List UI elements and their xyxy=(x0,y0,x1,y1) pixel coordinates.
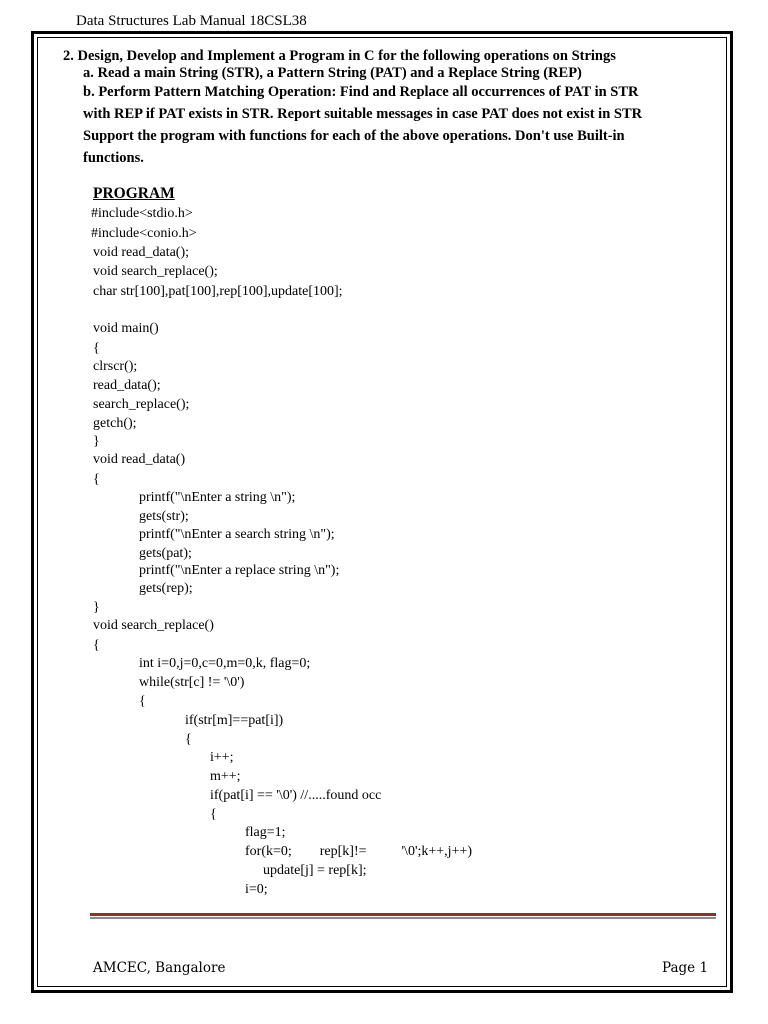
code-line: printf("\nEnter a replace string \n"); xyxy=(139,563,340,578)
code-line: void search_replace() xyxy=(93,618,214,633)
question-title: 2. Design, Develop and Implement a Program in C for the following operations on Strings xyxy=(63,48,616,64)
code-line: void read_data(); xyxy=(93,245,190,260)
question-support: Support the program with functions for each of the above operations. Don't use Built-in xyxy=(83,128,625,144)
code-line: } xyxy=(93,600,100,615)
code-line: gets(str); xyxy=(139,509,189,524)
code-line: if(pat[i] == '\0') //.....found occ xyxy=(210,788,382,803)
code-line: i=0; xyxy=(245,882,268,897)
footer-divider xyxy=(90,913,716,916)
code-line: gets(rep); xyxy=(139,581,193,596)
code-line: flag=1; xyxy=(245,825,286,840)
code-line: { xyxy=(139,694,146,709)
page-number: Page 1 xyxy=(662,960,709,976)
code-line: void search_replace(); xyxy=(93,264,218,279)
code-line: read_data(); xyxy=(93,378,161,393)
footer-institution: AMCEC, Bangalore xyxy=(93,960,226,976)
question-item-b: b. Perform Pattern Matching Operation: Find and Replace all occurrences of PAT in STR xyxy=(83,84,639,100)
code-line: #include<stdio.h> xyxy=(91,206,193,221)
program-heading: PROGRAM xyxy=(93,185,175,202)
code-line: #include<conio.h> xyxy=(91,226,197,241)
code-line: gets(pat); xyxy=(139,546,192,561)
manual-header: Data Structures Lab Manual 18CSL38 xyxy=(76,13,307,29)
question-item-a: a. Read a main String (STR), a Pattern String (PAT) and a Replace String (REP) xyxy=(83,65,582,81)
code-line: printf("\nEnter a search string \n"); xyxy=(139,527,335,542)
code-line: while(str[c] != '\0') xyxy=(139,675,245,690)
code-line: m++; xyxy=(210,769,241,784)
code-line: update[j] = rep[k]; xyxy=(263,863,367,878)
code-line: { xyxy=(93,638,100,653)
code-line: { xyxy=(93,472,100,487)
code-line: getch(); xyxy=(93,416,137,431)
code-line: printf("\nEnter a string \n"); xyxy=(139,490,296,505)
footer-divider-shadow xyxy=(90,917,716,919)
question-item-b-cont: with REP if PAT exists in STR. Report suitable messages in case PAT does not exist in STR xyxy=(83,106,643,122)
code-line: if(str[m]==pat[i]) xyxy=(185,713,284,728)
code-line: void main() xyxy=(93,321,159,336)
code-line: { xyxy=(93,341,100,356)
code-line: search_replace(); xyxy=(93,397,190,412)
code-line: { xyxy=(210,807,217,822)
code-line: } xyxy=(93,434,100,449)
code-line: char str[100],pat[100],rep[100],update[100]; xyxy=(93,284,343,299)
code-line: int i=0,j=0,c=0,m=0,k, flag=0; xyxy=(139,656,311,671)
question-support-end: functions. xyxy=(83,150,144,166)
code-line: i++; xyxy=(210,750,234,765)
code-line: void read_data() xyxy=(93,452,186,467)
code-line: for(k=0; rep[k]!= '\0';k++,j++) xyxy=(245,844,472,859)
code-line: clrscr(); xyxy=(93,359,138,374)
code-line: { xyxy=(185,732,192,747)
